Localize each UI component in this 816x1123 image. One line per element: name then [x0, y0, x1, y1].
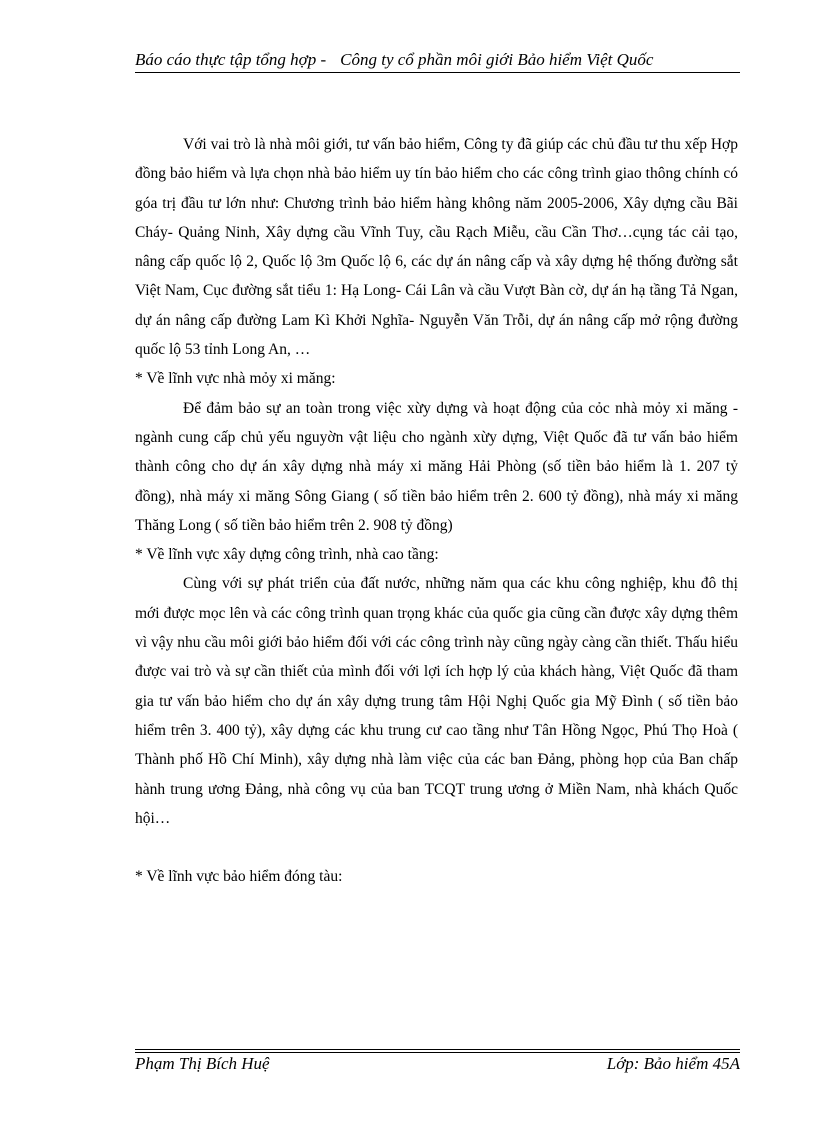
- section-heading-shipbuilding: * Về lĩnh vực bảo hiểm đóng tàu:: [135, 868, 343, 886]
- page-header: [135, 48, 740, 73]
- header-company-name: Công ty cổ phần môi giới Bảo hiểm Việt Quốc: [340, 50, 654, 69]
- paragraph-cement-plants: Để đảm bảo sự an toàn trong việc xừy dựng và hoạt động của cỏc nhà mỏy xi măng - ngành cung cấp chủ yếu nguyờn vật liệu cho ngành xừy dựng, Việt Quốc đã tư vấn bảo hiểm thành công cho dự án xây dựng nhà máy xi măng Hải Phòng (số tiền bảo hiểm là 1. 207 tỷ đồng), nhà máy xi măng Sông Giang ( số tiền bảo hiểm trên 2. 600 tỷ đồng), nhà máy xi măng Thăng Long ( số tiền bảo hiểm trên 2. 908 tỷ đồng): [135, 399, 738, 534]
- document-body: [135, 130, 738, 891]
- header-report-title: Báo cáo thực tập tổng hợp -: [135, 50, 327, 69]
- paragraph-transport-projects: Với vai trò là nhà môi giới, tư vấn bảo hiểm, Công ty đã giúp các chủ đầu tư thu xếp Hợp đồng bảo hiểm và lựa chọn nhà bảo hiểm uy tín bảo hiểm cho các công trình giao thông chính có góa trị đầu tư lớn như: Chương trình bảo hiểm hàng không năm 2005-2006, Xây dựng cầu Bãi Cháy- Quảng Ninh, Xây dựng cầu Vĩnh Tuy, cầu Rạch Miễu, cầu Cần Thơ…cụng tác cải tạo, nâng cấp quốc lộ 2, Quốc lộ 3m Quốc lộ 6, các dự án nâng cấp và xây dựng hệ thống đường sắt Việt Nam, Cục đường sắt tiểu 1: Hạ Long- Cái Lân và cầu Vượt Bàn cờ, dự án hạ tầng Tả Ngan, dự án nâng cấp đường Lam Kì Khởi Nghĩa- Nguyễn Văn Trỗi, dự án nâng cấp mở rộng đường quốc lộ 53 tỉnh Long An, …: [135, 136, 738, 359]
- section-heading-cement: * Về lĩnh vực nhà mỏy xi măng:: [135, 370, 336, 388]
- page-footer: [135, 1052, 740, 1076]
- footer-rule-top: [135, 1049, 740, 1050]
- footer-author: Phạm Thị Bích Huệ: [135, 1054, 270, 1073]
- section-heading-construction: * Về lĩnh vực xây dựng công trình, nhà cao tầng:: [135, 546, 439, 564]
- footer-class: Lớp: Bảo hiểm 45A: [606, 1054, 740, 1073]
- paragraph-construction-projects: Cùng với sự phát triển của đất nước, những năm qua các khu công nghiệp, khu đô thị mới được mọc lên và các công trình quan trọng khác của quốc gia cũng cần được xây dựng thêm vì vậy nhu cầu môi giới bảo hiểm đối với các công trình này cũng ngày càng cần thiết. Thấu hiểu được vai trò và sự cần thiết của mình đối với lợi ích hợp lý của khách hàng, Việt Quốc đã tham gia tư vấn bảo hiểm cho dự án xây dựng trung tâm Hội Nghị Quốc gia Mỹ Đình ( số tiền bảo hiểm trên 3. 400 tỷ), xây dựng các khu trung cư cao tầng như Tân Hồng Ngọc, Phú Thọ Hoà ( Thành phố Hồ Chí Minh), xây dựng nhà làm việc của các ban Đảng, phòng họp của Ban chấp hành trung ương Đảng, nhà công vụ của ban TCQT trung ương ở Miền Nam, nhà khách Quốc hội…: [135, 575, 738, 827]
